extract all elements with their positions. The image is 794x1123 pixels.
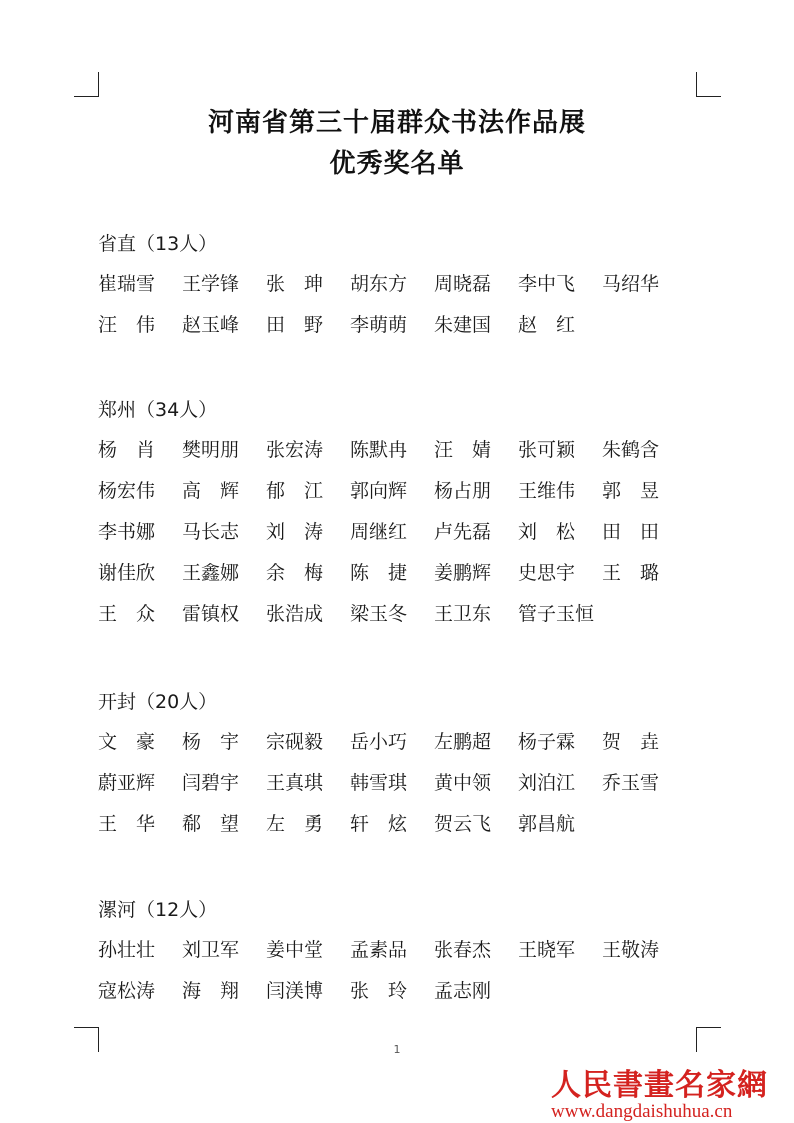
awardee-name: 张 玲 (350, 980, 408, 1002)
awardee-name: 郭向辉 (350, 480, 408, 502)
awardee-name: 黄中领 (434, 772, 492, 794)
name-list (98, 937, 718, 1019)
awardee-name: 乔玉雪 (602, 772, 660, 794)
awardee-name: 李中飞 (518, 273, 576, 295)
awardee-name: 胡东方 (350, 273, 408, 295)
awardee-name: 田 野 (266, 314, 324, 336)
awardee-name: 孙壮壮 (98, 939, 156, 961)
awardee-name: 梁玉冬 (350, 603, 408, 625)
awardee-name: 海 翔 (182, 980, 240, 1002)
page-number: 1 (393, 1043, 401, 1056)
awardee-name: 王维伟 (518, 480, 576, 502)
awardee-name: 杨占朋 (434, 480, 492, 502)
awardee-name: 刘卫军 (182, 939, 240, 961)
page-subtitle: 优秀奖名单 (329, 149, 465, 179)
awardee-name: 刘泊江 (518, 772, 576, 794)
awardee-name: 左 勇 (266, 813, 324, 835)
awardee-name: 王 璐 (602, 562, 660, 584)
section-heading: 漯河（12人） (98, 899, 218, 921)
awardee-name: 刘 涛 (266, 521, 324, 543)
awardee-name: 崔瑞雪 (98, 273, 156, 295)
awardee-name: 史思宇 (518, 562, 576, 584)
awardee-name: 姜鹏辉 (434, 562, 492, 584)
awardee-name: 马长志 (182, 521, 240, 543)
awardee-name: 张浩成 (266, 603, 324, 625)
name-list (98, 729, 718, 852)
awardee-name: 樊明朋 (182, 439, 240, 461)
section-zhengzhou (98, 397, 718, 642)
awardee-name: 雷镇权 (182, 603, 240, 625)
watermark-brand: 人民書畫名家網 (551, 1068, 768, 1103)
awardee-name: 管子玉恒 (518, 603, 595, 625)
awardee-name: 李萌萌 (350, 314, 408, 336)
awardee-name: 郭昌航 (518, 813, 576, 835)
awardee-name: 赵玉峰 (182, 314, 240, 336)
awardee-name: 杨 宇 (182, 731, 240, 753)
page-title: 河南省第三十届群众书法作品展 (207, 108, 586, 138)
awardee-name: 王卫东 (434, 603, 492, 625)
section-luohe (98, 897, 718, 1019)
awardee-name: 郗 望 (182, 813, 240, 835)
name-list (98, 437, 718, 642)
awardee-name: 张宏涛 (266, 439, 324, 461)
awardee-name: 杨宏伟 (98, 480, 156, 502)
awardee-name: 张 珅 (266, 273, 324, 295)
awardee-name: 王真琪 (266, 772, 324, 794)
awardee-name: 郁 江 (266, 480, 324, 502)
awardee-name: 姜中堂 (266, 939, 324, 961)
awardee-name: 张可颖 (518, 439, 576, 461)
awardee-name: 韩雪琪 (350, 772, 408, 794)
awardee-name: 杨 肖 (98, 439, 156, 461)
awardee-name: 王学锋 (182, 273, 240, 295)
section-heading: 郑州（34人） (98, 399, 218, 421)
awardee-name: 孟素品 (350, 939, 408, 961)
crop-mark-top-left (74, 72, 99, 97)
awardee-name: 张春杰 (434, 939, 492, 961)
awardee-name: 田 田 (602, 521, 660, 543)
awardee-name: 轩 炫 (350, 813, 408, 835)
section-shengzhi (98, 231, 718, 353)
awardee-name: 周继红 (350, 521, 408, 543)
awardee-name: 谢佳欣 (98, 562, 156, 584)
awardee-name: 朱鹤含 (602, 439, 660, 461)
awardee-name: 闫渼博 (266, 980, 324, 1002)
awardee-name: 周晓磊 (434, 273, 492, 295)
awardee-name: 陈默冉 (350, 439, 408, 461)
awardee-name: 蔚亚辉 (98, 772, 156, 794)
awardee-name: 汪 伟 (98, 314, 156, 336)
awardee-name: 贺云飞 (434, 813, 492, 835)
awardee-name: 余 梅 (266, 562, 324, 584)
watermark-url: www.dangdaishuhua.cn (551, 1101, 733, 1122)
awardee-name: 闫碧宇 (182, 772, 240, 794)
awardee-name: 赵 红 (518, 314, 576, 336)
awardee-name: 岳小巧 (350, 731, 408, 753)
awardee-name: 卢先磊 (434, 521, 492, 543)
awardee-name: 王晓军 (518, 939, 576, 961)
awardee-name: 王 众 (98, 603, 156, 625)
awardee-name: 朱建国 (434, 314, 492, 336)
awardee-name: 孟志刚 (434, 980, 492, 1002)
awardee-name: 王 华 (98, 813, 156, 835)
awardee-name: 汪 婧 (434, 439, 492, 461)
awardee-name: 陈 捷 (350, 562, 408, 584)
name-list (98, 271, 718, 353)
section-heading: 开封（20人） (98, 691, 218, 713)
awardee-name: 杨子霖 (518, 731, 576, 753)
awardee-name: 刘 松 (518, 521, 576, 543)
awardee-name: 左鹏超 (434, 731, 492, 753)
awardee-name: 寇松涛 (98, 980, 156, 1002)
section-heading: 省直（13人） (98, 233, 218, 255)
awardee-name: 高 辉 (182, 480, 240, 502)
awardee-name: 王鑫娜 (182, 562, 240, 584)
crop-mark-top-right (696, 72, 721, 97)
section-kaifeng (98, 689, 718, 852)
awardee-name: 王敬涛 (602, 939, 660, 961)
awardee-name: 宗砚毅 (266, 731, 324, 753)
awardee-name: 李书娜 (98, 521, 156, 543)
awardee-name: 郭 昱 (602, 480, 660, 502)
awardee-name: 文 豪 (98, 731, 156, 753)
awardee-name: 贺 垚 (602, 731, 660, 753)
awardee-name: 马绍华 (602, 273, 660, 295)
